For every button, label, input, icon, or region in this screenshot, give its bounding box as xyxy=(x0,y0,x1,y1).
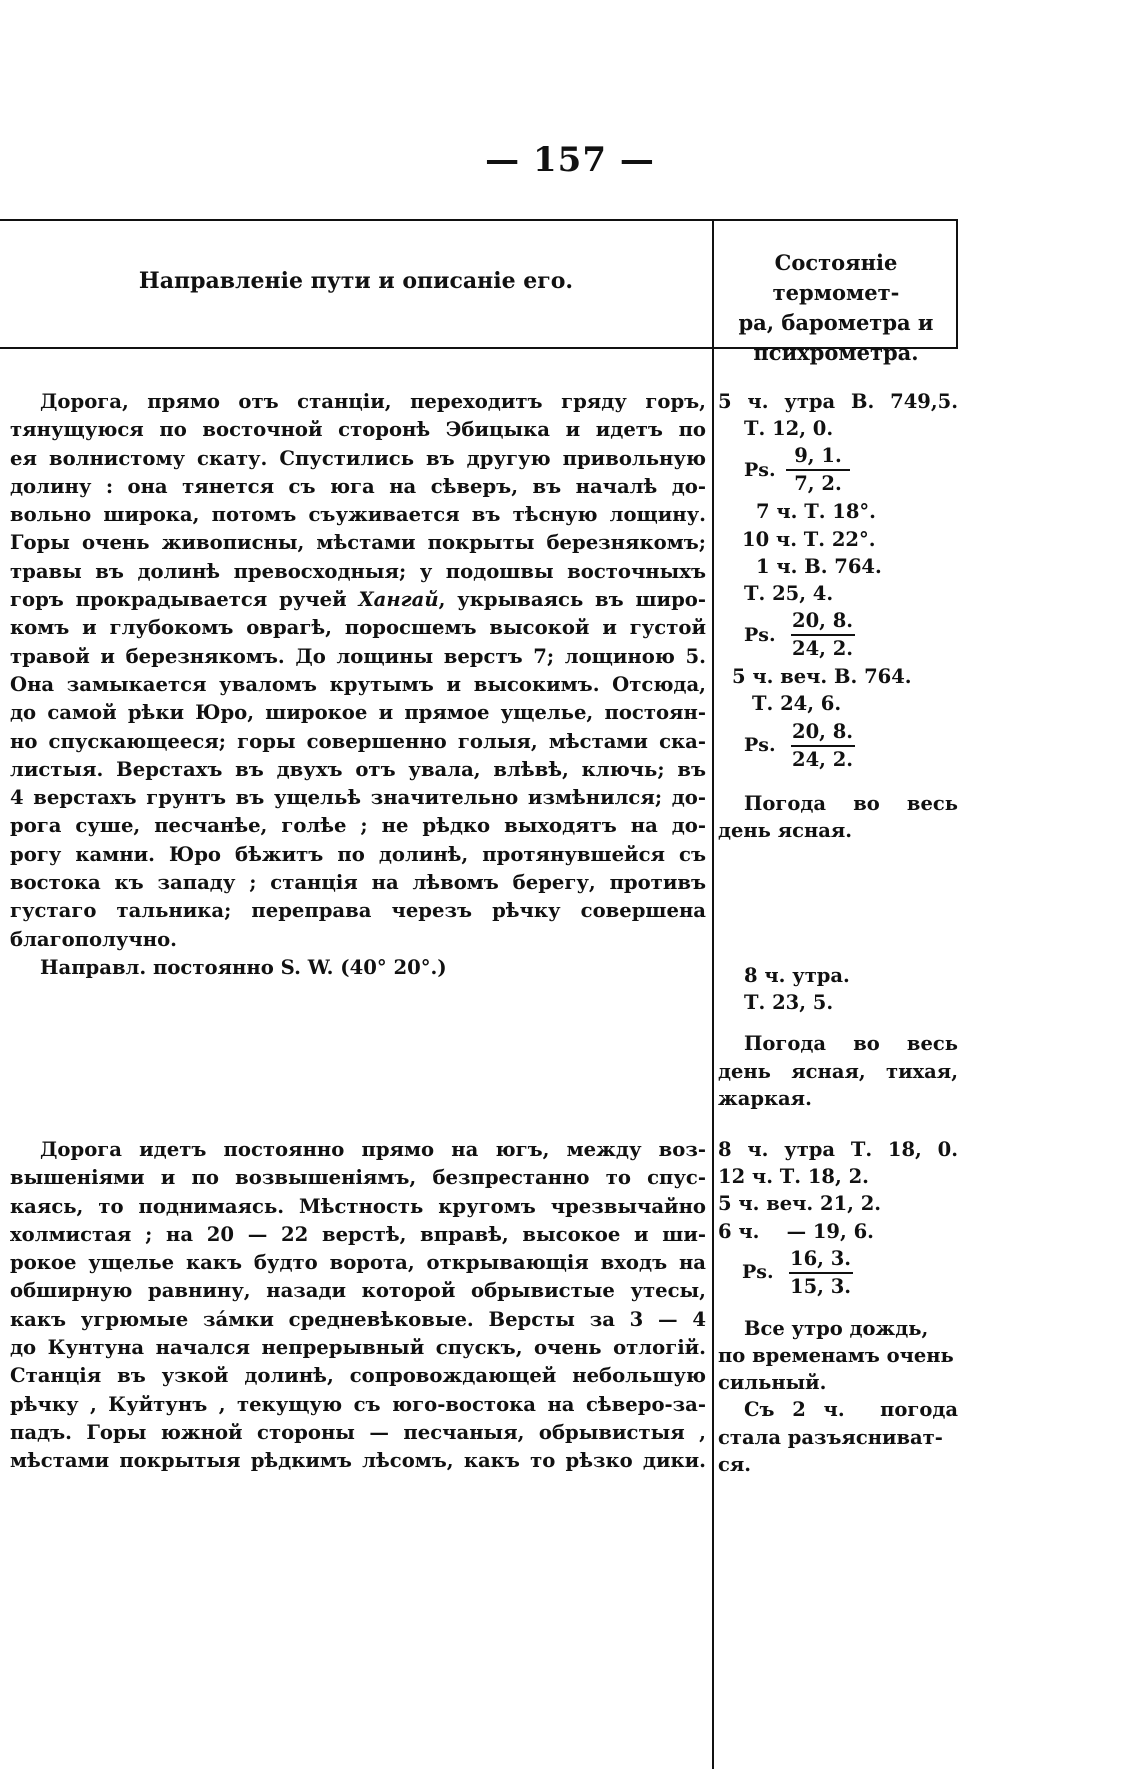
text-line: какъ угрюмые зáмки средневѣковые. Версты за 3 — 4 xyxy=(10,1307,706,1331)
column-divider xyxy=(712,219,714,1769)
text-line: травы въ долинѣ превосходныя; у подошвы восточныхъ xyxy=(10,559,706,583)
text-line-with-name xyxy=(10,586,706,614)
text-line: востока къ западу ; станція на лѣвомъ берегу, противъ xyxy=(10,871,706,895)
text-line: рогу камни. Юро бѣжитъ по долинѣ, протянувшейся съ xyxy=(10,842,706,866)
ps-label: Ps. xyxy=(744,733,776,756)
psychrometer-fraction xyxy=(718,442,958,498)
ps-numerator: 20, 8. xyxy=(792,609,854,633)
obs-line: Т. 23, 5. xyxy=(744,991,834,1015)
text-line: обширную равнину, назади которой обрывистые утесы, xyxy=(10,1279,706,1303)
weather-note: Все утро дождь, xyxy=(744,1316,929,1340)
text-line: ея волнистому скату. Спустились въ другую привольную xyxy=(10,446,706,470)
ps-label: Ps. xyxy=(742,1261,774,1284)
ps-label: Ps. xyxy=(744,623,776,646)
weather-note: Погода во весь xyxy=(744,791,958,815)
table-top-rule xyxy=(0,219,958,221)
text-line: вольно широка, потомъ съуживается въ тѣсную лощину. xyxy=(10,503,706,527)
text-line: до самой рѣки Юро, широкое и прямое ущелье, постоян- xyxy=(10,701,706,725)
obs-line: Т. 24, 6. xyxy=(752,692,842,716)
text-line: густаго тальника; переправа черезъ рѣчку совершена xyxy=(10,899,706,923)
text-line: вышеніями и по возвышеніямъ, безпрестанно то спус- xyxy=(10,1166,706,1190)
obs-line: Т. 12, 0. xyxy=(744,417,834,441)
text-line: 4 верстахъ грунтъ въ ущельѣ значительно измѣнился; до- xyxy=(10,786,706,810)
observations-block-1 xyxy=(718,388,958,844)
weather-note: по временамъ очень xyxy=(718,1343,954,1367)
weather-note: жаркая. xyxy=(718,1086,812,1110)
text-line: тянущуюся по восточной сторонѣ Эбицыка и идетъ по xyxy=(10,418,706,442)
text-line: Дорога, прямо отъ станціи, переходитъ гряду горъ, xyxy=(40,390,706,413)
text-line: Дорога идетъ постоянно прямо на югъ, между воз- xyxy=(40,1138,706,1161)
text-line: рѣчку , Куйтунъ , текущую съ юго-востока на сѣверо-за- xyxy=(10,1392,706,1416)
text-line: Она замыкается уваломъ крутымъ и высокимъ. Отсюда, xyxy=(10,672,706,696)
text-line: долину : она тянется съ юга на сѣверъ, въ началѣ до- xyxy=(10,474,706,498)
weather-note: Погода во весь xyxy=(744,1032,958,1056)
text-line: мѣстами покрытыя рѣдкимъ лѣсомъ, какъ то рѣзко дики. xyxy=(10,1449,706,1473)
ps-denominator: 15, 3. xyxy=(790,1274,852,1298)
header-right-line-3: психрометра. xyxy=(753,340,919,365)
stream-name: Хангай xyxy=(358,588,439,612)
weather-note: день ясная. xyxy=(718,818,853,842)
ps-denominator: 24, 2. xyxy=(792,747,854,771)
psychrometer-fraction xyxy=(718,607,958,663)
weather-note: сильный. xyxy=(718,1371,827,1395)
text-line: рога суше, песчанѣе, голѣе ; не рѣдко выходятъ на до- xyxy=(10,814,706,838)
ps-numerator: 16, 3. xyxy=(790,1246,852,1270)
weather-note: Съ 2 ч. погода xyxy=(744,1398,958,1422)
observations-block-2 xyxy=(718,962,958,1112)
obs-line: 6 ч. — 19, 6. xyxy=(718,1219,874,1243)
obs-line: 8 ч. утра. xyxy=(744,964,850,987)
text-line: падъ. Горы южной стороны — песчаныя, обрывистыя , xyxy=(10,1420,706,1444)
ps-numerator: 9, 1. xyxy=(794,444,842,468)
weather-note: ся. xyxy=(718,1452,752,1476)
ps-denominator: 7, 2. xyxy=(794,472,842,496)
text-line: Горы очень живописны, мѣстами покрыты березнякомъ; xyxy=(10,531,706,555)
text-line: до Кунтуна начался непрерывный спускъ, очень отлогій. xyxy=(10,1336,706,1360)
ps-denominator: 24, 2. xyxy=(792,637,854,661)
obs-line: 12 ч. Т. 18, 2. xyxy=(718,1165,869,1189)
text-line: рокое ущелье какъ будто ворота, открывающія входъ на xyxy=(10,1251,706,1275)
text-line: листыя. Верстахъ въ двухъ отъ увала, влѣвѣ, ключь; въ xyxy=(10,757,706,781)
obs-line: 5 ч. веч. В. 764. xyxy=(732,665,912,689)
text-line: благополучно. xyxy=(10,927,177,951)
obs-line: 5 ч. веч. 21, 2. xyxy=(718,1192,882,1216)
section-2-text xyxy=(10,1136,706,1476)
weather-note: стала разъясниват- xyxy=(718,1425,943,1449)
obs-line: 7 ч. Т. 18°. xyxy=(756,500,876,524)
obs-line: 10 ч. Т. 22°. xyxy=(742,527,876,551)
weather-note: день ясная, тихая, xyxy=(718,1059,958,1083)
header-right-line-2: ра, барометра и xyxy=(738,310,934,335)
header-left: Направленіе пути и описаніе его. xyxy=(138,268,574,294)
text-line: травой и березнякомъ. До лощины верстъ 7; лощиною 5. xyxy=(10,644,706,668)
header-right xyxy=(716,248,956,368)
psychrometer-fraction xyxy=(718,1245,958,1301)
header-right-line-1: Состояніе термомет- xyxy=(772,250,900,305)
page-number: — 157 — xyxy=(485,140,655,180)
text-line: каясь, то поднимаясь. Мѣстность кругомъ чрезвычайно xyxy=(10,1194,706,1218)
obs-line: 8 ч. утра Т. 18, 0. xyxy=(718,1138,958,1161)
text-line: но спускающееся; горы совершенно голыя, мѣстами ска- xyxy=(10,729,706,753)
psychrometer-fraction xyxy=(718,718,958,774)
ps-label: Ps. xyxy=(744,458,776,481)
ps-numerator: 20, 8. xyxy=(792,719,854,743)
direction-line: Направл. постоянно S. W. (40° 20°.) xyxy=(40,955,447,979)
text-line: комъ и глубокомъ оврагѣ, поросшемъ высокой и густой xyxy=(10,616,706,640)
table-right-rule xyxy=(956,219,958,349)
observations-block-3 xyxy=(718,1136,958,1478)
text-segment: горъ прокрадывается ручей xyxy=(10,588,359,612)
section-1-text xyxy=(10,388,706,982)
text-segment: , укрываясь въ широ- xyxy=(438,588,706,612)
obs-line: 1 ч. В. 764. xyxy=(756,554,882,578)
text-line: Станція въ узкой долинѣ, сопровождающей небольшую xyxy=(10,1364,706,1388)
obs-line: Т. 25, 4. xyxy=(744,581,834,605)
obs-line: 5 ч. утра В. 749,5. xyxy=(718,390,958,413)
text-line: холмистая ; на 20 — 22 верстѣ, вправѣ, высокое и ши- xyxy=(10,1222,706,1246)
